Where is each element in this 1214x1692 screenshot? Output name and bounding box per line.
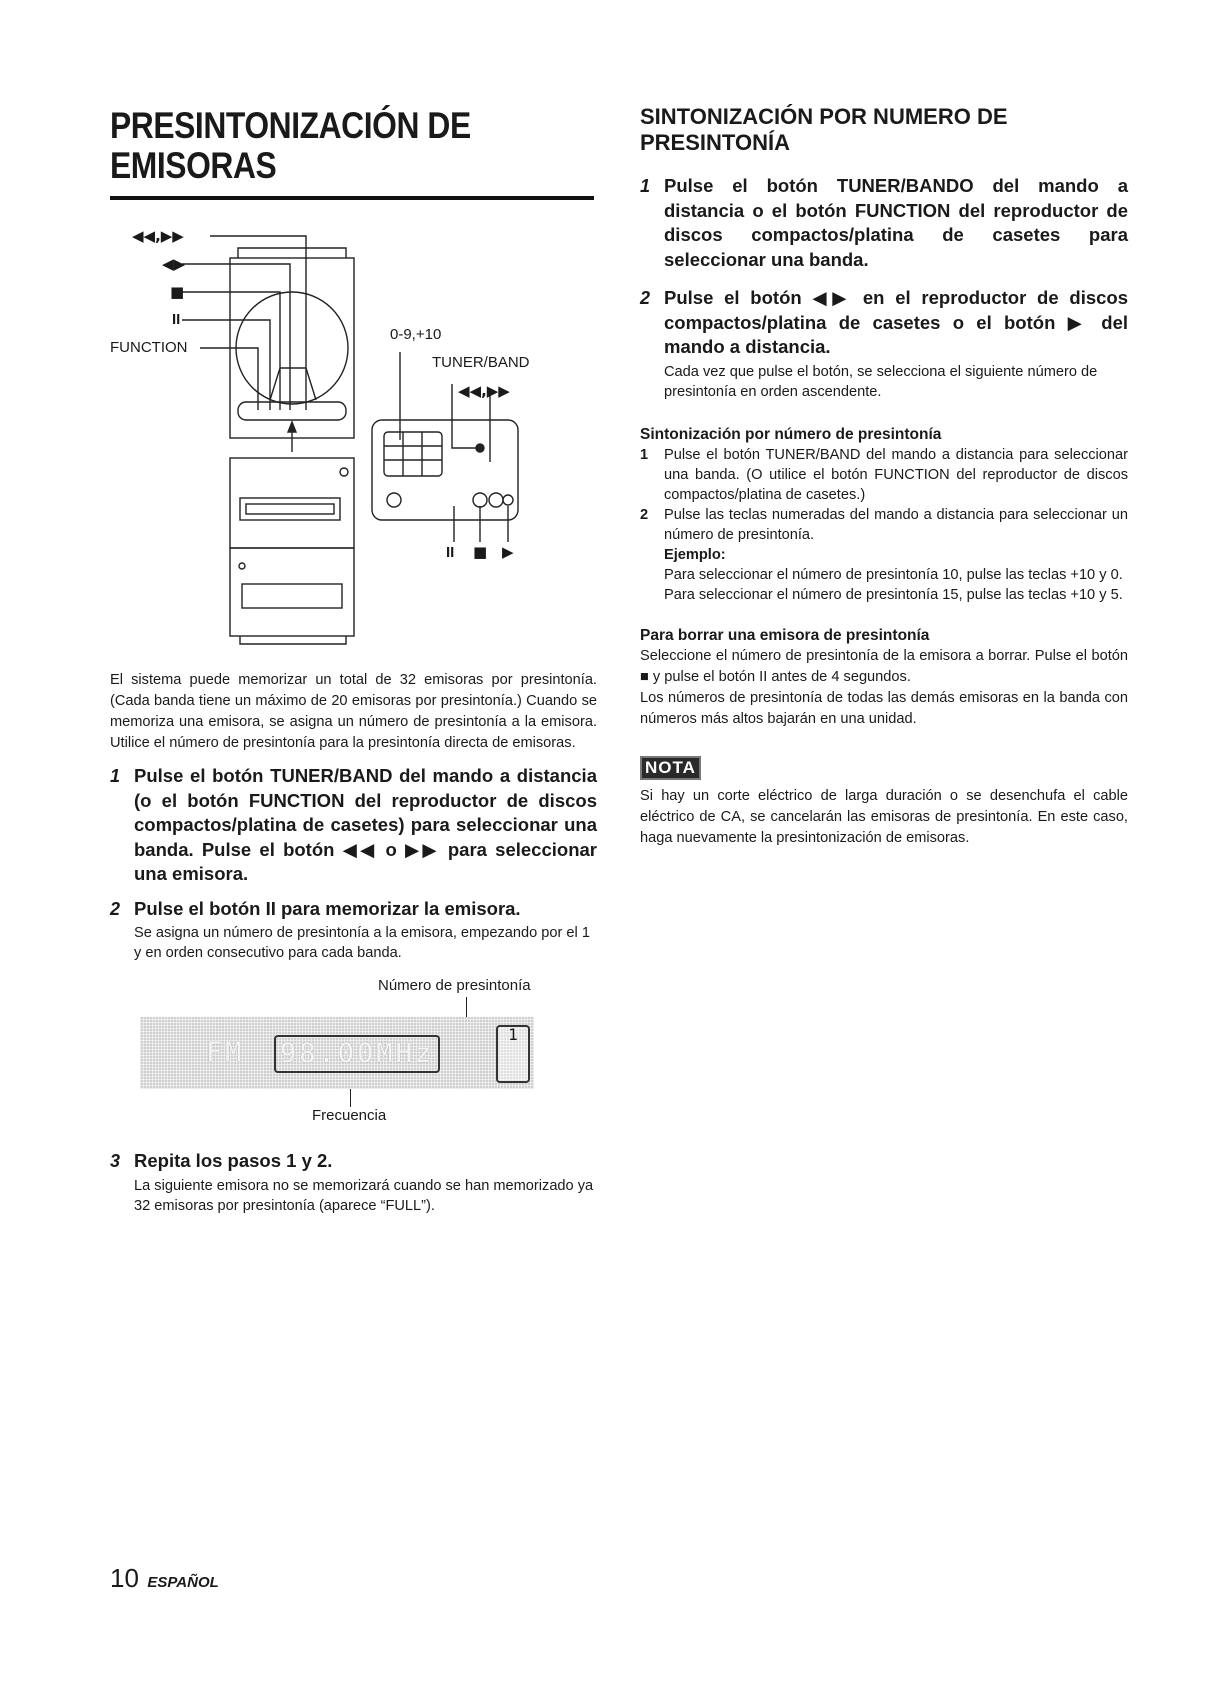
base-feet — [240, 636, 346, 644]
label-function: FUNCTION — [110, 339, 188, 356]
label-rew-ff-icon: ◀◀,▶▶ — [132, 227, 184, 245]
nota-badge: NOTA — [640, 756, 701, 780]
erase-section — [640, 625, 1128, 730]
left-step-1 — [110, 764, 597, 887]
page-title — [110, 104, 600, 186]
cassette-deck-unit — [230, 458, 354, 548]
amplifier-panel — [242, 584, 342, 608]
step-heading: Pulse el botón TUNER/BANDO del mando a distancia o el botón FUNCTION del reproductor de discos compactos/platina de casetes para seleccionar una banda. — [664, 175, 1128, 270]
list-item — [640, 445, 1128, 505]
list-item-text: Pulse el botón TUNER/BAND del mando a distancia para seleccionar una banda. (O utilice el botón FUNCTION del reproductor de discos compactos/platina de casetes.) — [664, 446, 1128, 503]
cd-lid-top — [238, 248, 346, 258]
page-title-line2: EMISORAS — [110, 145, 277, 186]
remote-band-button — [476, 444, 484, 452]
footer-language: ESPAÑOL — [147, 1574, 219, 1591]
cd-handle — [270, 368, 316, 400]
remote-stop-button — [489, 493, 503, 507]
page-title-line1: PRESINTONIZACIÓN DE — [110, 105, 471, 146]
label-preset-number: Número de presintonía — [378, 977, 531, 994]
remote-play-button — [503, 495, 513, 505]
step-heading: Pulse el botón ◀▶ en el reproductor de discos compactos/platina de casetes o el botón ▶ del mando a distancia. — [664, 287, 1128, 357]
example-2: Para seleccionar el número de presintonía 15, pulse las teclas +10 y 5. — [664, 586, 1123, 603]
list-item-number: 2 — [640, 506, 649, 523]
example-1: Para seleccionar el número de presintonía 10, pulse las teclas +10 y 0. — [664, 566, 1123, 583]
by-number-list — [640, 445, 1128, 605]
cassette-slot — [246, 504, 334, 514]
remote-control — [372, 420, 518, 520]
lcd-frequency: 98.00MHz — [274, 1035, 440, 1073]
erase-text-1: Seleccione el número de presintonía de la emisora a borrar. Pulse el botón ■ y pulse el botón II antes de 4 segundos. — [640, 647, 1128, 685]
cassette-knob — [340, 468, 348, 476]
label-frequency: Frecuencia — [312, 1107, 387, 1124]
nota-text: Si hay un corte eléctrico de larga duración o se desenchufa el cable eléctrico de CA, se cancelarán las emisoras de presintonía. En este caso, haga nuevamente la presintonización de emisoras. — [640, 787, 1128, 846]
callout-pause — [182, 320, 270, 410]
list-item-text-main: Pulse las teclas numeradas del mando a distancia para seleccionar un número de presintonía. — [664, 506, 1128, 543]
right-step-1 — [640, 174, 1128, 272]
callout-function — [200, 348, 258, 410]
left-step-3 — [110, 1149, 597, 1216]
label-pause-icon: II — [172, 311, 181, 328]
left-step-2 — [110, 897, 597, 964]
page-footer — [110, 1563, 219, 1594]
step-description: La siguiente emisora no se memorizará cuando se han memorizado ya 32 emisoras por presintonía (aparece “FULL”). — [134, 1177, 594, 1214]
frequency-callout-line — [350, 1089, 351, 1107]
example-label: Ejemplo: — [664, 546, 726, 563]
right-column — [640, 104, 1128, 849]
left-column — [110, 104, 597, 1216]
step-description: Se asigna un número de presintonía a la emisora, empezando por el 1 y en orden consecutivo para cada banda. — [134, 925, 590, 961]
step-number: 2 — [110, 898, 121, 919]
callout-stop — [182, 292, 280, 410]
step-number: 3 — [110, 1151, 121, 1171]
label-tuner-band: TUNER/BAND — [432, 354, 530, 371]
cd-control-strip — [238, 402, 346, 420]
step-number: 2 — [640, 288, 651, 308]
remote-number-keys — [384, 432, 442, 476]
step-description: Cada vez que pulse el botón, se selecciona el siguiente número de presintonía en orden ascendente. — [664, 363, 1098, 400]
by-number-section — [640, 424, 1128, 605]
remote-power-button — [387, 493, 401, 507]
device-illustration — [110, 200, 597, 670]
list-item-number: 1 — [640, 446, 649, 463]
label-number-keys: 0-9,+10 — [390, 326, 442, 343]
section-title: SINTONIZACIÓN POR NUMERO DE PRESINTONÍA — [640, 104, 1008, 155]
label-remote-skip-icon: ◀◀,▶▶ — [458, 382, 510, 400]
indicator-arrow-head — [288, 422, 296, 432]
step-heading: Repita los pasos 1 y 2. — [134, 1150, 333, 1171]
label-remote-stop-icon: ■ — [473, 543, 488, 561]
right-step-2 — [640, 286, 1128, 402]
label-stop-icon: ■ — [170, 283, 185, 301]
lcd-band: FM — [206, 1037, 245, 1068]
lcd-display-figure — [110, 977, 597, 1127]
step-heading: Pulse el botón II para memorizar la emisora. — [134, 897, 521, 919]
by-number-title: Sintonización por número de presintonía — [640, 425, 942, 443]
erase-title: Para borrar una emisora de presintonía — [640, 626, 930, 644]
lcd-preset-number: 1 — [496, 1025, 530, 1083]
intro-paragraph: El sistema puede memorizar un total de 32 emisoras por presintonía. (Cada banda tiene un máximo de 20 emisoras por presintonía.) Cuando se memoriza una emisora, se asigna un número de presintonía a la emisora. Utilice el número de presintonía para la presintonía directa de emisoras. — [110, 672, 597, 751]
label-remote-play-icon: ▶ — [502, 543, 514, 561]
step-number: 1 — [640, 176, 651, 196]
page-number: 10 — [110, 1563, 139, 1593]
cassette-window — [240, 498, 340, 520]
label-remote-pause-icon: II — [446, 544, 455, 561]
amplifier-unit — [230, 548, 354, 636]
amplifier-led — [239, 563, 245, 569]
step-number: 1 — [110, 766, 121, 786]
step-heading: Pulse el botón TUNER/BAND del mando a distancia (o el botón FUNCTION del reproductor de discos compactos/platina de casetes) para seleccionar una banda. Pulse el botón ◀◀ o ▶▶ para seleccionar una emisora. — [134, 765, 597, 884]
list-item-text — [664, 505, 1128, 605]
erase-text-2: Los números de presintonía de todas las demás emisoras en la banda con números más altos bajarán en una unidad. — [640, 689, 1128, 727]
remote-pause-button — [473, 493, 487, 507]
list-item — [640, 505, 1128, 605]
label-play-icon: ◀▶ — [162, 255, 186, 273]
